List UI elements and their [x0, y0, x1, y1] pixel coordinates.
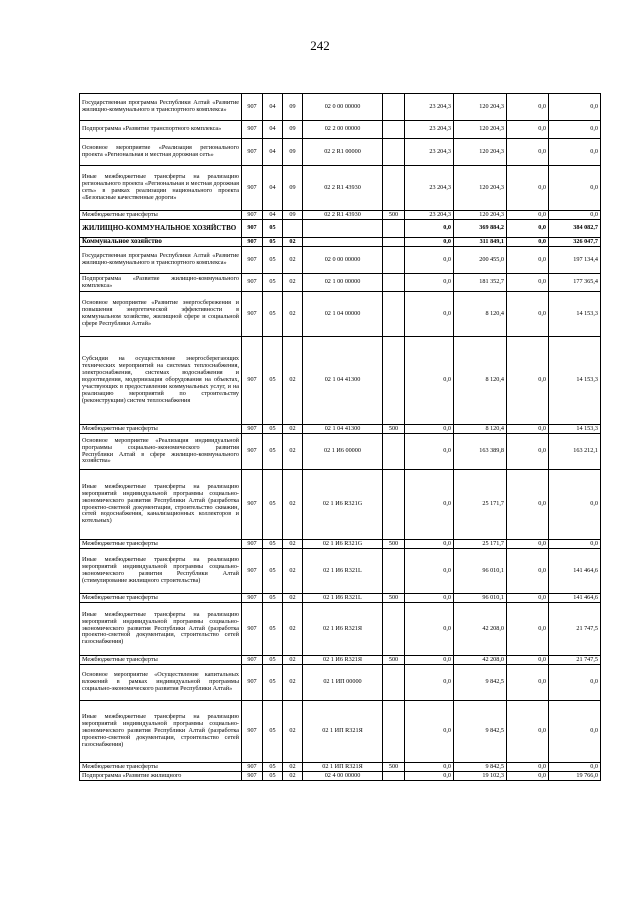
row-amount-3: 0,0 — [507, 763, 549, 772]
row-subsection-code: 02 — [283, 763, 303, 772]
row-name: Государственная программа Республики Алтай «Развитие жилищно-коммунального и транспортного комплекса» — [80, 247, 242, 274]
table-row — [80, 247, 601, 274]
row-target-item-code: 02 4 00 00000 — [303, 772, 383, 781]
row-grbs-code: 907 — [242, 701, 263, 763]
row-amount-3: 0,0 — [507, 139, 549, 166]
row-amount-4: 177 365,4 — [549, 274, 601, 292]
row-amount-4: 21 747,5 — [549, 603, 601, 656]
row-target-item-code: 02 1 И6 R321Я — [303, 603, 383, 656]
row-subsection-code: 02 — [283, 549, 303, 594]
row-amount-1: 0,0 — [405, 540, 454, 549]
row-subsection-code: 02 — [283, 656, 303, 665]
row-amount-4: 14 153,3 — [549, 425, 601, 434]
row-amount-3: 0,0 — [507, 594, 549, 603]
row-expense-type-code — [383, 665, 405, 701]
row-amount-3: 0,0 — [507, 603, 549, 656]
row-name: Межбюджетные трансферты — [80, 425, 242, 434]
row-name: Субсидии на осуществление энергосберегающих технических мероприятий на системах теплоснабжения, электроснабжения, системах водоснабжения и водоотведения, модернизация оборудования на объектах, участвующих в предоставлении коммунальных услуг, и на реализацию мероприятий по строительству (реконструкции) систем теплоснабжения — [80, 337, 242, 425]
row-amount-4: 21 747,5 — [549, 656, 601, 665]
row-target-item-code: 02 1 ИП 00000 — [303, 665, 383, 701]
table-row — [80, 220, 601, 238]
row-amount-1: 0,0 — [405, 220, 454, 238]
table-row — [80, 594, 601, 603]
row-expense-type-code — [383, 470, 405, 540]
row-expense-type-code: 500 — [383, 594, 405, 603]
row-target-item-code: 02 1 И6 R321L — [303, 594, 383, 603]
row-section-code: 05 — [263, 292, 283, 337]
table-row — [80, 603, 601, 656]
row-expense-type-code: 500 — [383, 211, 405, 220]
row-amount-1: 0,0 — [405, 470, 454, 540]
row-section-code: 05 — [263, 763, 283, 772]
row-amount-3: 0,0 — [507, 166, 549, 211]
row-target-item-code: 02 1 00 00000 — [303, 274, 383, 292]
row-grbs-code: 907 — [242, 470, 263, 540]
row-grbs-code: 907 — [242, 274, 263, 292]
row-name: Подпрограмма «Развитие жилищного — [80, 772, 242, 781]
row-section-code: 05 — [263, 220, 283, 238]
row-amount-2: 42 208,0 — [454, 656, 507, 665]
row-grbs-code: 907 — [242, 220, 263, 238]
row-expense-type-code — [383, 166, 405, 211]
row-section-code: 04 — [263, 139, 283, 166]
row-subsection-code: 02 — [283, 540, 303, 549]
row-grbs-code: 907 — [242, 247, 263, 274]
row-subsection-code: 02 — [283, 425, 303, 434]
row-target-item-code: 02 1 ИП R321Я — [303, 701, 383, 763]
row-target-item-code: 02 0 00 00000 — [303, 247, 383, 274]
row-section-code: 05 — [263, 701, 283, 763]
row-name: Основное мероприятие «Реализация индивидуальной программы социально-экономического развития Республики Алтай в сфере жилищно-коммунального хозяйства» — [80, 434, 242, 470]
row-amount-3: 0,0 — [507, 772, 549, 781]
row-target-item-code: 02 1 И6 R321G — [303, 540, 383, 549]
row-expense-type-code — [383, 772, 405, 781]
row-section-code: 05 — [263, 434, 283, 470]
table-row — [80, 470, 601, 540]
row-amount-4: 0,0 — [549, 166, 601, 211]
table-row — [80, 656, 601, 665]
row-name: Иные межбюджетные трансферты на реализацию мероприятий индивидуальной программы социально-экономического развития Республики Алтай (разработка проектно-сметной документации, строительство скважин, сетей водоснабжения, канализационных коллекторов и котельных) — [80, 470, 242, 540]
table-row — [80, 763, 601, 772]
row-target-item-code: 02 1 И6 R321L — [303, 549, 383, 594]
row-section-code: 04 — [263, 211, 283, 220]
row-amount-1: 23 204,3 — [405, 166, 454, 211]
row-subsection-code: 02 — [283, 337, 303, 425]
row-amount-3: 0,0 — [507, 656, 549, 665]
row-name: ЖИЛИЩНО-КОММУНАЛЬНОЕ ХОЗЯЙСТВО — [80, 220, 242, 238]
row-amount-1: 0,0 — [405, 656, 454, 665]
row-grbs-code: 907 — [242, 292, 263, 337]
row-amount-1: 0,0 — [405, 238, 454, 247]
row-amount-4: 326 047,7 — [549, 238, 601, 247]
row-section-code: 05 — [263, 238, 283, 247]
row-amount-3: 0,0 — [507, 540, 549, 549]
row-grbs-code: 907 — [242, 763, 263, 772]
row-expense-type-code — [383, 434, 405, 470]
row-amount-4: 0,0 — [549, 701, 601, 763]
row-target-item-code: 02 1 04 41300 — [303, 425, 383, 434]
row-subsection-code: 02 — [283, 665, 303, 701]
row-grbs-code: 907 — [242, 337, 263, 425]
row-subsection-code: 02 — [283, 434, 303, 470]
row-expense-type-code — [383, 238, 405, 247]
table-row — [80, 434, 601, 470]
row-name: Иные межбюджетные трансферты на реализацию регионального проекта «Региональная и местная дорожная сеть» в рамках реализации национального проекта «Безопасные качественные дороги» — [80, 166, 242, 211]
row-amount-4: 163 212,1 — [549, 434, 601, 470]
row-section-code: 05 — [263, 594, 283, 603]
row-section-code: 05 — [263, 772, 283, 781]
row-amount-2: 9 842,5 — [454, 665, 507, 701]
row-amount-1: 0,0 — [405, 292, 454, 337]
row-subsection-code: 02 — [283, 594, 303, 603]
row-amount-4: 0,0 — [549, 665, 601, 701]
row-grbs-code: 907 — [242, 238, 263, 247]
row-amount-4: 0,0 — [549, 763, 601, 772]
row-amount-1: 0,0 — [405, 763, 454, 772]
row-amount-2: 8 120,4 — [454, 292, 507, 337]
row-expense-type-code: 500 — [383, 763, 405, 772]
row-subsection-code: 09 — [283, 94, 303, 121]
row-expense-type-code — [383, 274, 405, 292]
row-subsection-code: 02 — [283, 772, 303, 781]
row-amount-3: 0,0 — [507, 665, 549, 701]
row-name: Основное мероприятие «Реализация регионального проекта «Региональная и местная дорожная сеть» — [80, 139, 242, 166]
row-amount-3: 0,0 — [507, 274, 549, 292]
row-amount-1: 0,0 — [405, 701, 454, 763]
row-amount-4: 0,0 — [549, 121, 601, 139]
row-amount-4: 141 464,6 — [549, 549, 601, 594]
row-grbs-code: 907 — [242, 434, 263, 470]
row-grbs-code: 907 — [242, 211, 263, 220]
row-target-item-code: 02 1 И6 R321Я — [303, 656, 383, 665]
row-grbs-code: 907 — [242, 772, 263, 781]
row-subsection-code: 09 — [283, 139, 303, 166]
row-name: Межбюджетные трансферты — [80, 656, 242, 665]
row-name: Коммунальное хозяйство — [80, 238, 242, 247]
row-amount-4: 141 464,6 — [549, 594, 601, 603]
row-amount-2: 19 102,3 — [454, 772, 507, 781]
row-grbs-code: 907 — [242, 594, 263, 603]
row-name: Иные межбюджетные трансферты на реализацию мероприятий индивидуальной программы социально-экономического развития Республики Алтай (разработка проектно-сметной документации, строительство сетей газоснабжения) — [80, 701, 242, 763]
row-expense-type-code: 500 — [383, 425, 405, 434]
row-amount-4: 14 153,3 — [549, 292, 601, 337]
row-amount-3: 0,0 — [507, 94, 549, 121]
row-section-code: 05 — [263, 337, 283, 425]
row-section-code: 05 — [263, 549, 283, 594]
row-section-code: 05 — [263, 656, 283, 665]
row-amount-2: 311 849,1 — [454, 238, 507, 247]
row-amount-2: 120 204,3 — [454, 166, 507, 211]
row-section-code: 05 — [263, 274, 283, 292]
row-amount-2: 42 208,0 — [454, 603, 507, 656]
table-row — [80, 701, 601, 763]
row-subsection-code: 02 — [283, 701, 303, 763]
table-row — [80, 274, 601, 292]
row-subsection-code: 02 — [283, 247, 303, 274]
row-amount-4: 0,0 — [549, 470, 601, 540]
row-expense-type-code: 500 — [383, 656, 405, 665]
row-amount-1: 0,0 — [405, 594, 454, 603]
row-expense-type-code — [383, 121, 405, 139]
row-section-code: 05 — [263, 247, 283, 274]
row-amount-2: 8 120,4 — [454, 425, 507, 434]
row-grbs-code: 907 — [242, 540, 263, 549]
table-row — [80, 292, 601, 337]
row-amount-4: 0,0 — [549, 211, 601, 220]
table-row — [80, 337, 601, 425]
row-amount-2: 120 204,3 — [454, 94, 507, 121]
table-row — [80, 94, 601, 121]
row-name: Основное мероприятие «Развитие энергосбережения и повышения энергетической эффективности в коммунальном хозяйстве, жилищной сфере и социальной сфере Республики Алтай» — [80, 292, 242, 337]
row-amount-2: 9 842,5 — [454, 701, 507, 763]
row-amount-2: 25 171,7 — [454, 540, 507, 549]
table-row — [80, 665, 601, 701]
row-amount-4: 0,0 — [549, 139, 601, 166]
row-grbs-code: 907 — [242, 94, 263, 121]
row-amount-2: 96 010,1 — [454, 594, 507, 603]
table-row — [80, 549, 601, 594]
table-row — [80, 121, 601, 139]
row-target-item-code: 02 0 00 00000 — [303, 94, 383, 121]
row-amount-3: 0,0 — [507, 292, 549, 337]
row-section-code: 05 — [263, 470, 283, 540]
row-expense-type-code — [383, 139, 405, 166]
row-amount-1: 0,0 — [405, 274, 454, 292]
row-grbs-code: 907 — [242, 139, 263, 166]
row-amount-1: 0,0 — [405, 434, 454, 470]
row-target-item-code: 02 2 R1 00000 — [303, 139, 383, 166]
row-subsection-code: 09 — [283, 211, 303, 220]
row-name: Подпрограмма «Развитие жилищно-коммунального комплекса» — [80, 274, 242, 292]
row-expense-type-code: 500 — [383, 540, 405, 549]
row-amount-4: 14 153,3 — [549, 337, 601, 425]
row-amount-1: 0,0 — [405, 603, 454, 656]
table-row — [80, 211, 601, 220]
table-row — [80, 540, 601, 549]
row-target-item-code: 02 1 И6 00000 — [303, 434, 383, 470]
row-amount-2: 96 010,1 — [454, 549, 507, 594]
row-amount-1: 23 204,3 — [405, 121, 454, 139]
row-amount-2: 120 204,3 — [454, 211, 507, 220]
row-section-code: 05 — [263, 603, 283, 656]
row-subsection-code: 02 — [283, 292, 303, 337]
row-amount-1: 0,0 — [405, 337, 454, 425]
row-amount-2: 120 204,3 — [454, 121, 507, 139]
row-section-code: 04 — [263, 121, 283, 139]
row-amount-3: 0,0 — [507, 247, 549, 274]
row-expense-type-code — [383, 603, 405, 656]
row-amount-3: 0,0 — [507, 121, 549, 139]
row-expense-type-code — [383, 94, 405, 121]
row-amount-1: 23 204,3 — [405, 139, 454, 166]
row-amount-4: 0,0 — [549, 94, 601, 121]
row-subsection-code: 09 — [283, 121, 303, 139]
row-amount-3: 0,0 — [507, 220, 549, 238]
row-name: Иные межбюджетные трансферты на реализацию мероприятий индивидуальной программы социально-экономического развития Республики Алтай (стимулирование жилищного строительства) — [80, 549, 242, 594]
row-amount-2: 25 171,7 — [454, 470, 507, 540]
row-amount-1: 0,0 — [405, 425, 454, 434]
row-expense-type-code — [383, 701, 405, 763]
row-expense-type-code — [383, 337, 405, 425]
row-amount-2: 9 842,5 — [454, 763, 507, 772]
row-name: Иные межбюджетные трансферты на реализацию мероприятий индивидуальной программы социально-экономического развития Республики Алтай (разработка проектно-сметной документации, строительство сетей газоснабжения) — [80, 603, 242, 656]
row-subsection-code: 02 — [283, 238, 303, 247]
row-amount-3: 0,0 — [507, 425, 549, 434]
row-amount-1: 0,0 — [405, 549, 454, 594]
row-amount-1: 0,0 — [405, 247, 454, 274]
row-name: Государственная программа Республики Алтай «Развитие жилищно-коммунального и транспортного комплекса» — [80, 94, 242, 121]
row-target-item-code: 02 2 R1 43930 — [303, 166, 383, 211]
row-amount-2: 120 204,3 — [454, 139, 507, 166]
row-grbs-code: 907 — [242, 425, 263, 434]
row-grbs-code: 907 — [242, 656, 263, 665]
row-expense-type-code — [383, 220, 405, 238]
row-subsection-code: 02 — [283, 274, 303, 292]
row-name: Межбюджетные трансферты — [80, 211, 242, 220]
row-amount-4: 384 082,7 — [549, 220, 601, 238]
table-row — [80, 425, 601, 434]
row-section-code: 05 — [263, 540, 283, 549]
row-amount-4: 0,0 — [549, 540, 601, 549]
row-target-item-code — [303, 220, 383, 238]
budget-table — [79, 93, 601, 781]
row-target-item-code: 02 1 ИП R321Я — [303, 763, 383, 772]
row-amount-1: 23 204,3 — [405, 211, 454, 220]
row-target-item-code — [303, 238, 383, 247]
table-row — [80, 238, 601, 247]
row-grbs-code: 907 — [242, 121, 263, 139]
row-amount-1: 23 204,3 — [405, 94, 454, 121]
row-amount-1: 0,0 — [405, 772, 454, 781]
row-target-item-code: 02 1 04 41300 — [303, 337, 383, 425]
row-amount-2: 163 389,8 — [454, 434, 507, 470]
row-name: Основное мероприятие «Осуществление капитальных вложений в рамках индивидуальной программы социально-экономического развития Республики Алтай» — [80, 665, 242, 701]
row-section-code: 05 — [263, 665, 283, 701]
row-amount-2: 200 455,0 — [454, 247, 507, 274]
row-section-code: 05 — [263, 425, 283, 434]
row-expense-type-code — [383, 247, 405, 274]
row-grbs-code: 907 — [242, 603, 263, 656]
table-row — [80, 166, 601, 211]
row-amount-2: 369 884,2 — [454, 220, 507, 238]
row-target-item-code: 02 2 R1 43930 — [303, 211, 383, 220]
row-name: Межбюджетные трансферты — [80, 540, 242, 549]
row-amount-3: 0,0 — [507, 549, 549, 594]
row-grbs-code: 907 — [242, 665, 263, 701]
row-amount-3: 0,0 — [507, 238, 549, 247]
row-amount-2: 181 352,7 — [454, 274, 507, 292]
row-section-code: 04 — [263, 94, 283, 121]
row-target-item-code: 02 2 00 00000 — [303, 121, 383, 139]
row-amount-3: 0,0 — [507, 434, 549, 470]
row-grbs-code: 907 — [242, 166, 263, 211]
row-name: Подпрограмма «Развитие транспортного комплекса» — [80, 121, 242, 139]
row-expense-type-code — [383, 549, 405, 594]
row-grbs-code: 907 — [242, 549, 263, 594]
budget-table-body — [80, 94, 601, 781]
table-row — [80, 139, 601, 166]
row-amount-3: 0,0 — [507, 470, 549, 540]
row-amount-3: 0,0 — [507, 337, 549, 425]
row-target-item-code: 02 1 04 00000 — [303, 292, 383, 337]
row-amount-4: 197 134,4 — [549, 247, 601, 274]
row-section-code: 04 — [263, 166, 283, 211]
row-amount-1: 0,0 — [405, 665, 454, 701]
row-subsection-code: 02 — [283, 603, 303, 656]
row-subsection-code — [283, 220, 303, 238]
row-amount-2: 8 120,4 — [454, 337, 507, 425]
page-number: 242 — [310, 38, 330, 53]
row-expense-type-code — [383, 292, 405, 337]
row-subsection-code: 02 — [283, 470, 303, 540]
row-amount-3: 0,0 — [507, 701, 549, 763]
table-row — [80, 772, 601, 781]
row-name: Межбюджетные трансферты — [80, 763, 242, 772]
row-name: Межбюджетные трансферты — [80, 594, 242, 603]
row-amount-4: 19 766,0 — [549, 772, 601, 781]
row-amount-3: 0,0 — [507, 211, 549, 220]
row-subsection-code: 09 — [283, 166, 303, 211]
row-target-item-code: 02 1 И6 R321G — [303, 470, 383, 540]
